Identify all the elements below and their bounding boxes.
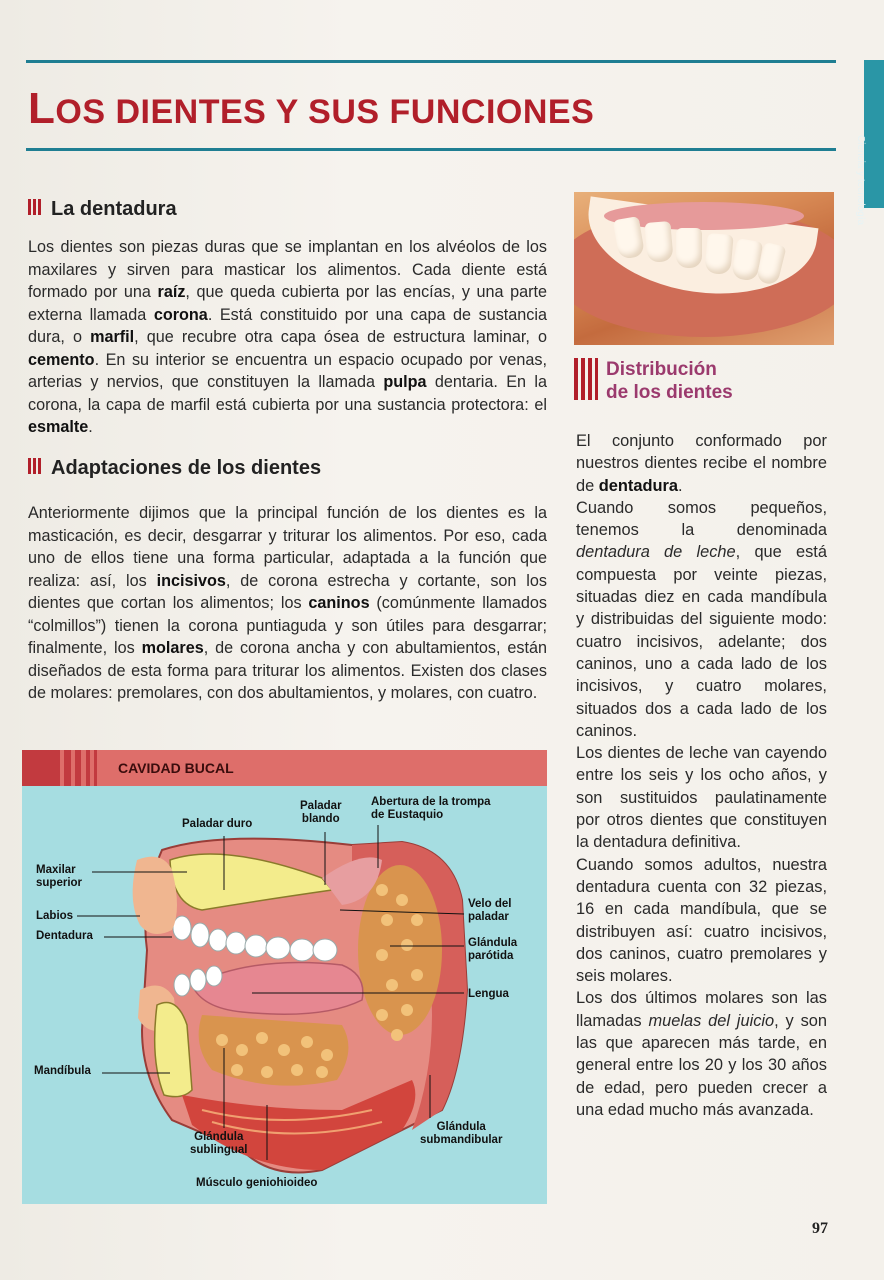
sidebar-heading: Distribución de los dientes [574, 358, 601, 400]
label-dentadura: Dentadura [36, 930, 93, 942]
label-glandula-sublingual: Glándula sublingual [190, 1131, 248, 1156]
label-glandula-submandibular: Glándula submandibular [420, 1121, 503, 1146]
label-velo-paladar: Velo del paladar [468, 898, 512, 923]
section-heading-adaptaciones: Adaptaciones de los dientes [28, 457, 321, 480]
label-trompa-eustaquio: Abertura de la trompa de Eustaquio [371, 796, 491, 821]
title-underline [26, 148, 836, 151]
page-title: LOS DIENTES Y SUS FUNCIONES [28, 84, 595, 133]
label-paladar-blando: Paladar blando [300, 800, 342, 825]
page-title-rest: OS DIENTES Y SUS FUNCIONES [55, 93, 595, 131]
smile-photo [574, 192, 834, 345]
label-lengua: Lengua [468, 988, 509, 1000]
label-labios: Labios [36, 910, 74, 922]
side-tab-label: Ciencia y tecnología [855, 135, 866, 226]
sidebar-text: El conjunto conformado por nuestros dientes recibe el nombre de dentadura. Cuando somos pequeños, tenemos la denominada dentadura de leche, que está compuesta por veinte piezas, situadas diez en cada mandíbula y distribuidas del siguiente modo: cuatro incisivos, adelante; dos caninos, uno a cada lado de los incisivos, y cuatro molares, situados dos a cada lado de los caninos. Los dientes de leche van cayendo entre los seis y los ocho años, y son sustituidos paulatinamente por otros dientes que constituyen la dentadura definitiva. Cuando somos adultos, nuestra dentadura cuenta con 32 piezas, 16 en cada mandíbula, que se distribuyen así: cuatro incisivos, dos caninos, cuatro premolares y seis molares. Los dos últimos molares son las llamadas muelas del juicio, y son las que aparecen más tarde, en general entre los 20 y los 30 años de edad, pero pueden crecer a una edad mucho más avanzada. [576, 432, 828, 1119]
label-maxilar-superior: Maxilar superior [36, 864, 83, 889]
label-glandula-parotida: Glándula parótida [468, 937, 518, 962]
label-paladar-duro: Paladar duro [182, 818, 253, 830]
section-heading-dentadura: La dentadura [28, 198, 177, 221]
paragraph-dentadura: Los dientes son piezas duras que se implantan en los alvéolos de los maxilares y sirven para masticar los alimentos. Cada diente está formado por una raíz, que queda cubierta por las encías, y una parte externa llamada corona. Está constituido por una capa de sustancia dura, o marfil, que recubre otra capa ósea de estructura laminar, o cemento. En su interior se encuentra un espacio ocupado por venas, arterias y nervios, que constituyen la llamada pulpa dentaria. En la corona, la capa de marfil está cubierta por una sustancia protectora: el esmalte. [28, 238, 547, 436]
label-musculo-geniohioideo: Músculo geniohioideo [196, 1177, 318, 1189]
side-tab [855, 60, 884, 226]
page-number: 97 [812, 1220, 828, 1237]
heading-bars-icon [28, 457, 43, 480]
heading-bars-icon [28, 198, 43, 221]
oral-cavity-figure [22, 750, 547, 1204]
label-mandibula: Mandíbula [34, 1065, 91, 1077]
paragraph-adaptaciones: Anteriormente dijimos que la principal función de los dientes es la masticación, es decir, desgarrar y triturar los alimentos. Por eso, cada uno de ellos tiene una forma particular, adaptada a la función que realiza: así, los incisivos, de corona estrecha y cortante, son los dientes que cortan los alimentos; los caninos (comúnmente llamados “colmillos”) tienen la corona puntiaguda y son útiles para desgarrar; finalmente, los molares, de corona ancha y con abultamientos, están diseñados de esta forma para triturar los alimentos. Existen dos clases de molares: premolares, con dos abultamientos, y molares, con cuatro. [28, 504, 548, 702]
figure-title: CAVIDAD BUCAL [118, 760, 234, 776]
top-rule [26, 60, 836, 63]
